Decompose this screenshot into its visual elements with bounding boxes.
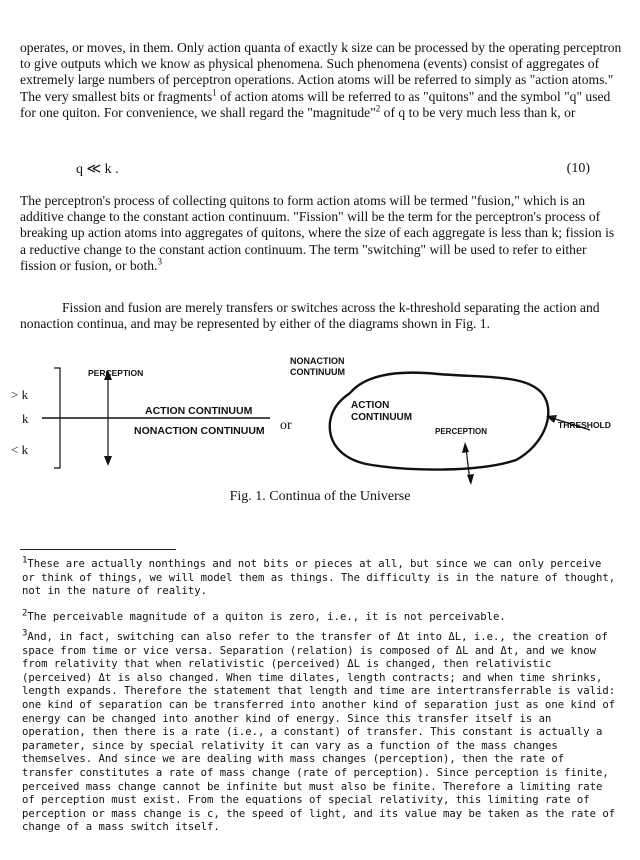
footnote-rule xyxy=(20,549,176,550)
label-line: CONTINUUM xyxy=(290,367,345,377)
label-line: CONTINUUM xyxy=(351,412,413,423)
text-run: The perceptron's process of collecting quitons to form action atoms will be termed "fusion," which is an additive change to the constant action continuum. "Fission" will be the term for the perceptron's process of breaking up action atoms into aggregates of quitons, where the size of each aggregate is less than k; fission is a reductive change to the constant action continuum. The term "switching" will be used to refer to either fission or fusion, or both. xyxy=(20,193,615,273)
footnote-3 xyxy=(22,628,620,835)
paragraph-text xyxy=(20,40,622,121)
footnote-mark: 3 xyxy=(22,628,28,639)
footnote-ref-2: 2 xyxy=(375,103,381,114)
footnote-mark: 1 xyxy=(22,555,28,566)
nonaction-continuum-label: NONACTION CONTINUUM xyxy=(134,425,265,437)
action-continuum-label: ACTION CONTINUUM xyxy=(145,405,253,417)
label-line: NONACTION xyxy=(290,356,345,366)
equation-number: (10) xyxy=(566,161,590,176)
footnote-ref-3: 3 xyxy=(157,256,162,267)
footnote-ref-1: 1 xyxy=(212,87,217,98)
text-run: operates, or moves, in them. Only action quanta of exactly k size can be processed by the operating perceptron to give outputs which we know as physical phenomena. Such phenomena (events) consist of aggregates of extremely large numbers of perceptron operations. Action atoms will be referred to simply as "action atoms." The very smallest bits or fragments xyxy=(20,40,622,104)
figure-1 xyxy=(0,350,640,485)
footnote-text: These are actually nonthings and not bits or pieces at all, but since we can only perceive or think of things, we will model them as things. The difficulty is in the nature of thought, not in the nature of reality. xyxy=(22,558,616,598)
paragraph-text xyxy=(20,193,622,274)
footnote-mark: 2 xyxy=(22,608,28,619)
action-continuum-inner-label xyxy=(351,400,412,424)
down-arrow-icon xyxy=(467,474,474,485)
down-arrow-icon xyxy=(104,456,112,466)
paragraph-2 xyxy=(20,193,622,274)
footnote-1 xyxy=(22,555,620,599)
perception-label: PERCEPTION xyxy=(88,368,144,378)
equation-expression: q ≪ k . xyxy=(76,162,119,177)
footnote-2 xyxy=(22,608,620,625)
nonaction-continuum-outer-label xyxy=(290,356,345,378)
or-label: or xyxy=(280,418,292,433)
threshold-label: THRESHOLD xyxy=(558,420,611,430)
k-label: k xyxy=(22,411,29,426)
paragraph-text: Fission and fusion are merely transfers or switches across the k-threshold separating the action and nonaction continua, and may be represented by either of the diagrams shown in Fig. 1. xyxy=(20,300,600,332)
text-run: of action atoms will be referred to as "quitons" and the symbol "q" used for one quiton. For convenience, we shall regard the "magnitude" xyxy=(20,88,611,120)
figure-caption: Fig. 1. Continua of the Universe xyxy=(229,489,411,504)
text-run: of q to be very much less than k, or xyxy=(380,104,576,120)
up-arrow-icon xyxy=(462,442,469,453)
footnote-text: The perceivable magnitude of a quiton is zero, i.e., it is not perceivable. xyxy=(27,611,506,623)
footnote-text: And, in fact, switching can also refer to the transfer of Δt into ΔL, i.e., the creation of space from time or vice versa. Separation (relation) is composed of ΔL and Δt, and we know from relativity that when relativistic (perceived) ΔL is changed, then relativistic (perceived) Δt is also changed. When time dilates, length contracts; and when time shrinks, length expands. Therefore the statement that length and time are intertransferrable is valid: one kind of separation can be transferred into another kind of separation just as one kind of energy can be changed into another kind of energy. Since this transfer itself is an operation, then there is a rate (i.e., a constant) of transfer. This constant is actually a parameter, since by special relativity it can vary as a function of the mass changes themselves. And since we are dealing with mass changes (perception), then the rate of transfer constitutes a rate of mass change (rate of perception). Since perception is finite, perceived mass change cannot be infinite but must also be finite. Therefore a limiting rate of perception must exist. From the equations of special relativity, this limiting rate of perception or mass change is c, the speed of light, and its value may be taken as the rate of change of a mass switch itself. xyxy=(22,631,616,834)
paragraph-1 xyxy=(20,40,622,121)
paragraph-3 xyxy=(20,300,622,332)
greater-than-k-label: > k xyxy=(11,387,29,402)
less-than-k-label: < k xyxy=(11,442,29,457)
perception-label: PERCEPTION xyxy=(435,427,488,436)
label-line: ACTION xyxy=(351,400,390,411)
